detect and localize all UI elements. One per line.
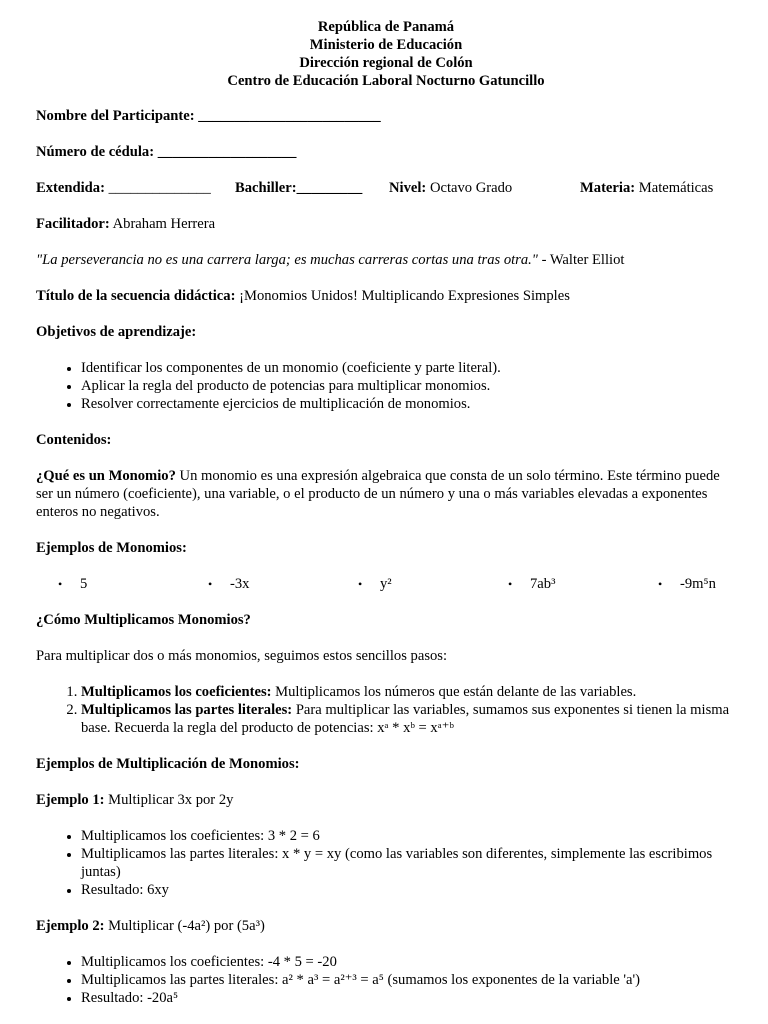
steps-list	[36, 683, 736, 737]
list-item: • 7ab³	[486, 575, 636, 593]
facilitador-value: Abraham Herrera	[109, 216, 216, 232]
participant-label: Nombre del Participante:	[36, 108, 195, 124]
list-item: • Resolver correctamente ejercicios de multiplicación de monomios.	[81, 395, 736, 413]
bullet-icon	[36, 575, 80, 593]
list-item: • Resultado: 6xy	[81, 881, 736, 899]
quote-author: - Walter Elliot	[537, 252, 625, 268]
list-item: • -3x	[186, 575, 336, 593]
bachiller-blank[interactable]: _________	[296, 180, 363, 196]
mult-examples-heading: Ejemplos de Multiplicación de Monomios:	[36, 756, 300, 772]
monomio-question: ¿Qué es un Monomio?	[36, 468, 176, 484]
list-item: • Multiplicamos las partes literales: a² * a³ = a²⁺³ = a⁵ (sumamos los exponentes de la variable 'a')	[81, 971, 736, 989]
list-item: •5	[36, 575, 186, 593]
facilitador-field	[36, 215, 736, 233]
materia-label: Materia:	[580, 180, 636, 196]
list-item: • Multiplicamos los coeficientes: 3 * 2 = 6	[81, 827, 736, 845]
quote-text: "La perseverancia no es una carrera larga; es muchas carreras cortas una tras otra."	[36, 252, 538, 268]
list-item: 1. Multiplicamos los coeficientes: Multiplicamos los números que están delante de las variables.	[81, 683, 736, 701]
bullet-icon	[186, 575, 230, 593]
extendida-label: Extendida:	[36, 180, 105, 196]
example-2-title: Ejemplo 2: Multiplicar (-4a²) por (5a³)	[36, 918, 265, 934]
info-row	[36, 179, 736, 197]
bullet-icon	[336, 575, 380, 593]
cedula-label: Número de cédula:	[36, 144, 155, 160]
bullet-icon	[486, 575, 530, 593]
how-heading: ¿Cómo Multiplicamos Monomios?	[36, 612, 251, 628]
cedula-field	[36, 143, 736, 161]
bullet-icon	[636, 575, 680, 593]
materia-field	[580, 179, 713, 197]
objectives-list	[36, 359, 736, 413]
header-line-center: Centro de Educación Laboral Nocturno Gatuncillo	[227, 73, 545, 89]
example-2-list	[36, 953, 736, 1007]
sequence-title	[36, 287, 736, 305]
participant-field	[36, 107, 736, 125]
header-line-republic: República de Panamá	[317, 19, 455, 35]
monomio-examples-heading: Ejemplos de Monomios:	[36, 540, 187, 556]
document-page	[36, 18, 736, 1007]
monomio-definition	[36, 467, 736, 521]
list-item: • Multiplicamos las partes literales: x * y = xy (como las variables son diferentes, simplemente las escribimos juntas)	[81, 845, 736, 881]
list-item: • y²	[336, 575, 486, 593]
example-1-title: Ejemplo 1: Multiplicar 3x por 2y	[36, 792, 234, 808]
sequence-title-label: Título de la secuencia didáctica:	[36, 288, 236, 304]
list-item: • -9m⁵n	[636, 575, 736, 593]
list-item: • Aplicar la regla del producto de potencias para multiplicar monomios.	[81, 377, 736, 395]
list-item: • Resultado: -20a⁵	[81, 989, 736, 1007]
bachiller-field	[235, 179, 389, 197]
nivel-value: Octavo Grado	[426, 180, 513, 196]
objectives-heading: Objetivos de aprendizaje:	[36, 324, 197, 340]
header-line-ministry: Ministerio de Educación	[309, 37, 463, 53]
cedula-blank[interactable]: ___________________	[157, 144, 297, 160]
list-item: 2. Multiplicamos las partes literales: Para multiplicar las variables, sumamos sus exponentes si tienen la misma base. Recuerda la regla del producto de potencias: xᵃ * xᵇ = xᵃ⁺ᵇ	[81, 701, 736, 737]
extendida-field	[36, 179, 235, 197]
contents-heading: Contenidos:	[36, 432, 112, 448]
sequence-title-value: ¡Monomios Unidos! Multiplicando Expresiones Simples	[235, 288, 570, 304]
extendida-blank[interactable]: ______________	[108, 180, 211, 196]
list-item: • Identificar los componentes de un monomio (coeficiente y parte literal).	[81, 359, 736, 377]
quote	[36, 251, 736, 269]
facilitador-label: Facilitador:	[36, 216, 110, 232]
participant-blank[interactable]: _________________________	[198, 108, 381, 124]
monomio-examples-list	[36, 575, 736, 593]
how-intro: Para multiplicar dos o más monomios, seguimos estos sencillos pasos:	[36, 648, 448, 664]
example-1-list	[36, 827, 736, 899]
nivel-field	[389, 179, 580, 197]
header-line-direction: Dirección regional de Colón	[299, 55, 473, 71]
list-item: • Multiplicamos los coeficientes: -4 * 5 = -20	[81, 953, 736, 971]
monomio-definition-text: Un monomio es una expresión algebraica que consta de un solo término. Este término puede ser un número (coeficiente), una variable, o el producto de un número y una o más variables elevadas a exponentes enteros no negativos.	[36, 468, 720, 520]
document-header	[36, 18, 736, 90]
nivel-label: Nivel:	[389, 180, 427, 196]
bachiller-label: Bachiller:	[235, 180, 297, 196]
materia-value: Matemáticas	[635, 180, 714, 196]
